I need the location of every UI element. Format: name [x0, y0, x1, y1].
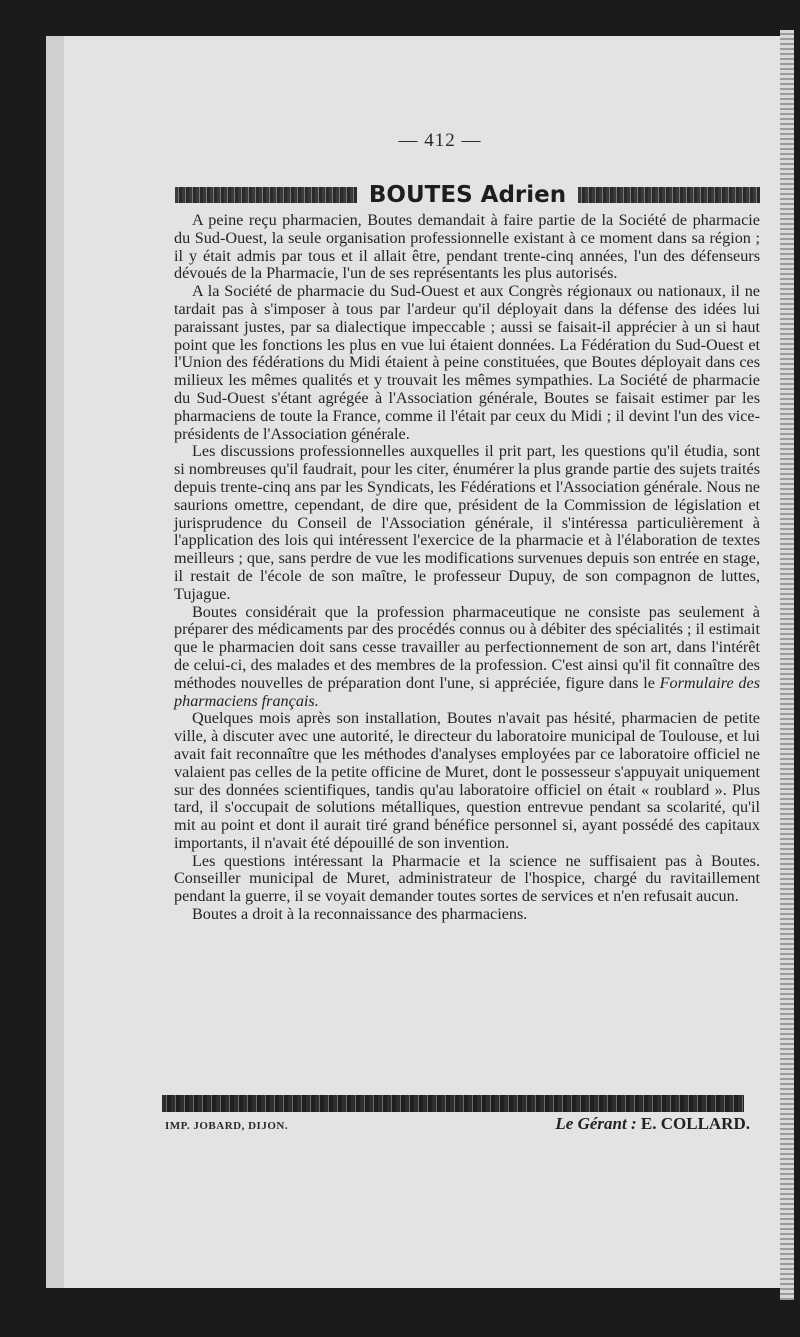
printer-imprint: IMP. JOBARD, DIJON.: [165, 1120, 289, 1132]
manager-name: E. COLLARD.: [640, 1114, 750, 1133]
article-body: [174, 212, 760, 924]
manager-label: Le Gérant :: [555, 1114, 637, 1133]
paragraph-3: Les discussions professionnelles auxquelles il prit part, les questions qu'il étudia, sont si nombreuses qu'il faudrait, pour les citer, énumérer la plus grande partie des sujets traités depuis trente-cinq ans par les Syndicats, les Fédérations et l'Association générale. Nous ne saurions omettre, cependant, de dire que, président de la Commission de législation et jurisprudence du Conseil de l'Association générale, il s'intéressa particulièrement à l'application des lois qui intéressent l'exercice de la pharmacie et à l'élaboration de textes meilleurs ; que, sans perdre de vue les modifications survenues depuis son entrée en stage, il restait de l'école de son maître, le professeur Dupuy, de son compagnon de luttes, Tujague.: [174, 442, 760, 603]
page-number: — 412 —: [398, 130, 482, 151]
paragraph-7: Boutes a droit à la reconnaissance des pharmaciens.: [192, 905, 528, 924]
paragraph-2: A la Société de pharmacie du Sud-Ouest et aux Congrès régionaux ou nationaux, il ne tardait pas à s'imposer à tous par l'ardeur qu'il déployait dans la défense des idées lui paraissant justes, par sa dialectique impeccable ; aussi se faisait-il apprécier à un si haut point que les fonctions les plus en vue lui étaient données. La Fédération du Sud-Ouest et l'Union des fédérations du Midi étaient à peine constituées, que Boutes déployait dans ces milieux les mêmes qualités et y trouvait les mêmes sympathies. La Société de pharmacie du Sud-Ouest s'étant agrégée à l'Association générale, Boutes se faisait estimer par les pharmaciens de toute la France, comme il l'était par ceux du Midi ; il devint l'un des vice-présidents de l'Association générale.: [174, 282, 760, 443]
footer-rule: [162, 1095, 744, 1112]
article-heading: [175, 180, 760, 210]
heading-rule-right: [578, 187, 760, 203]
manager-credit: [555, 1114, 750, 1134]
paragraph-6: Les questions intéressant la Pharmacie et la science ne suffisaient pas à Boutes. Conseiller municipal de Muret, administrateur de l'hospice, chargé du ravitaillement pendant la guerre, il se voyait demander toutes sortes de services et n'en refusait aucun.: [174, 851, 760, 906]
paragraph-1: A peine reçu pharmacien, Boutes demandait à faire partie de la Société de pharmacie du Sud-Ouest, la seule organisation professionnelle existant à ce moment dans sa région ; il y était admis par tous et il allait être, pendant trente-cinq années, l'un des défenseurs dévoués de la Pharmacie, l'un de ses représentants les plus autorisés.: [174, 211, 760, 283]
paragraph-4-text: Boutes considérait que la profession pharmaceutique ne consiste pas seulement à préparer des médicaments par des procédés connus ou à débiter des spécialités ; il estimait que le pharmacien doit sans cesse travailler au perfectionnement de son art, dans l'intérêt de celui-ci, des malades et des membres de la profession. C'est ainsi qu'il fit connaître des méthodes nouvelles de préparation dont l'une, si appréciée, figure dans le: [174, 602, 760, 692]
article-title: BOUTES Adrien: [368, 182, 567, 208]
paragraph-5: Quelques mois après son installation, Boutes n'avait pas hésité, pharmacien de petite ville, à discuter avec une autorité, le directeur du laboratoire municipal de Toulouse, et lui avait fait reconnaître que les méthodes d'analyses employées par ce laboratoire officiel ne valaient pas celles de la petite officine de Muret, dont le possesseur s'appuyait uniquement sur des données scientifiques, tandis qu'au laboratoire officiel on était « roublard ». Plus tard, il s'occupait de solutions métalliques, question entrevue pendant sa scolarité, qu'il mit au point et dont il aurait tiré grand bénéfice personnel si, ayant possédé des capitaux importants, il n'avait été dépouillé de son invention.: [174, 709, 760, 852]
heading-rule-left: [175, 187, 357, 203]
book-spine-edge: [780, 30, 794, 1300]
paragraph-4: [174, 604, 760, 711]
formulary-title: Formulaire des pharmaciens français.: [174, 673, 760, 710]
